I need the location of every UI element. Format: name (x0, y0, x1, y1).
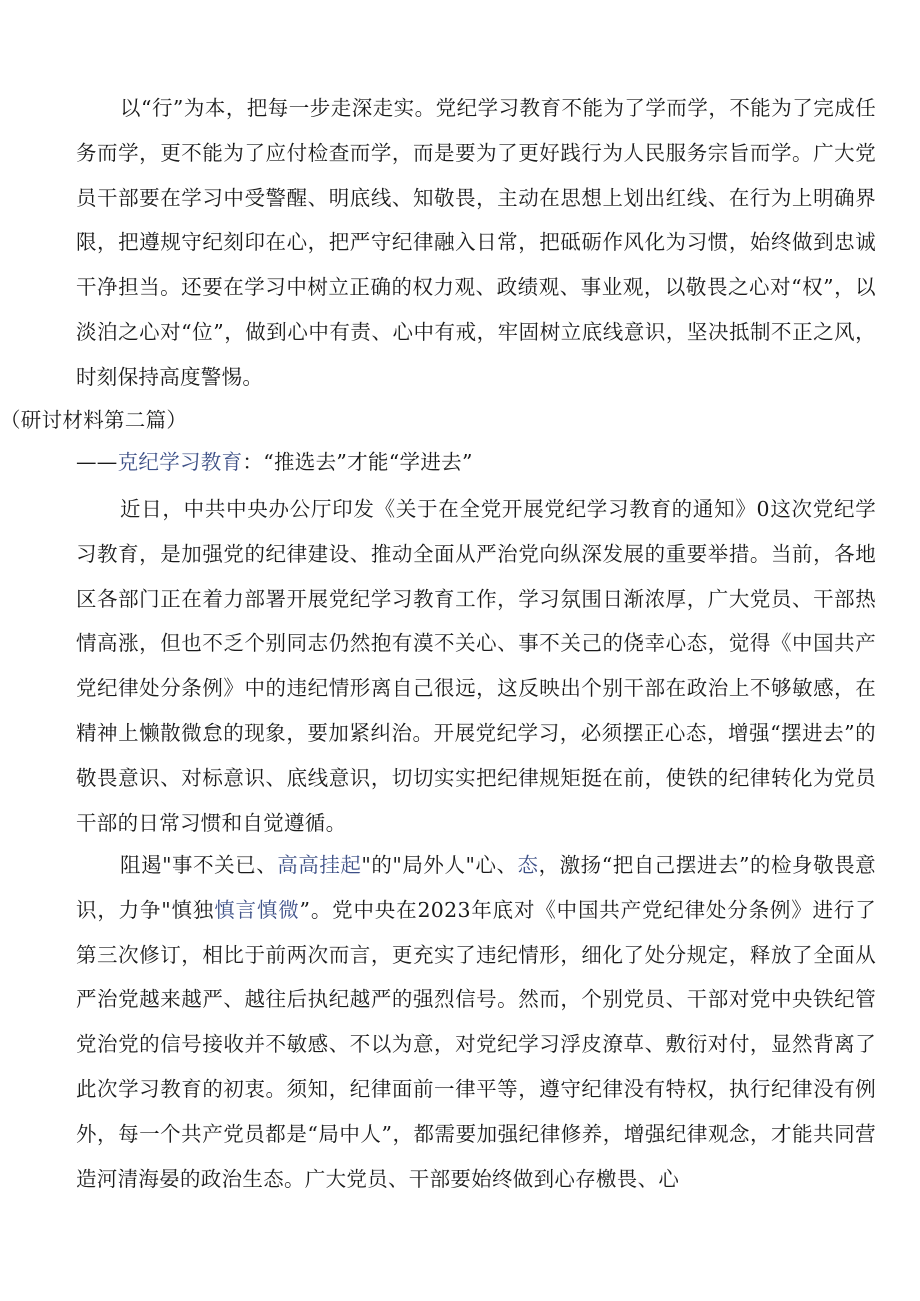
p3-highlight-2: 态 (517, 853, 539, 877)
paragraph-discipline (76, 843, 876, 1201)
p3-part-4: ”。党中央在2023年底对《中国共产党纪律处分条例》进行了第三次修订，相比于前两次而言，更充实了违纪情形，细化了处分规定，释放了全面从严治党越来越严、越往后执纪越严的强烈信号。然而，个别党员、干部对党中央铁纪管党治党的信号接收并不敏感、不以为意，对党纪学习浮皮潦草、敷衍对付，显然背离了此次学习教育的初衷。须知，纪律面前一律平等，遵守纪律没有特权，执行纪律没有例外，每一个共产党员都是“局中人”，都需要加强纪律修养，增强纪律观念，才能共同营造河清海晏的政治生态。广大党员、干部要始终做到心存檄畏、心 (76, 897, 877, 1191)
subtitle-rest: ：“推选去”才能“学进去” (242, 450, 473, 474)
paragraph-intro: 以“行”为本，把每一步走深走实。党纪学习教育不能为了学而学，不能为了完成任务而学，更不能为了应付检查而学，而是要为了更好践行为人民服务宗旨而学。广大党员干部要在学习中受警醒、明底线、知敬畏，主动在思想上划出红线、在行为上明确界限，把遵规守纪刻印在心，把严守纪律融入日常，把砥砺作风化为习惯，始终做到忠诚干净担当。还要在学习中树立正确的权力观、政绩观、事业观，以敬畏之心对“权”，以淡泊之心对“位”，做到心中有责、心中有戒，牢固树立底线意识，坚决抵制不正之风，时刻保持高度警惕。 (76, 96, 876, 389)
subtitle-highlight: 克纪学习教育 (117, 450, 243, 474)
subtitle-dash: —— (76, 450, 118, 474)
p3-part-3: ，激扬“把自己摆进去”的检身敬畏意识，力争"慎独 (76, 853, 876, 922)
section-title: （研讨材料第二篇） (0, 408, 188, 432)
article-subtitle (76, 440, 876, 485)
p3-highlight-3: 慎言慎微 (214, 897, 300, 922)
p3-part-1: 阻遏"事不关已、 (120, 853, 278, 877)
p3-highlight-1: 高高挂起 (277, 853, 362, 877)
p3-part-2: "的"局外人"心、 (361, 853, 518, 877)
paragraph-notice: 近日，中共中央办公厅印发《关于在全党开展党纪学习教育的通知》0这次党纪学习教育，是加强党的纪律建设、推动全面从严治党向纵深发展的重要举措。当前，各地区各部门正在着力部署开展党纪学习教育工作，学习氛围日渐浓厚，广大党员、干部热情高涨，但也不乏个别同志仍然抱有漠不关心、事不关己的侥幸心态，觉得《中国共产党纪律处分条例》中的违纪情形离自己很远，这反映出个别干部在政治上不够敏感，在精神上懒散微怠的现象，要加紧纠治。开展党纪学习，必须摆正心态，增强“摆进去”的敬畏意识、对标意识、底线意识，切切实实把纪律规矩挺在前，使铁的纪律转化为党员干部的日常习惯和自觉遵循。 (76, 497, 876, 835)
